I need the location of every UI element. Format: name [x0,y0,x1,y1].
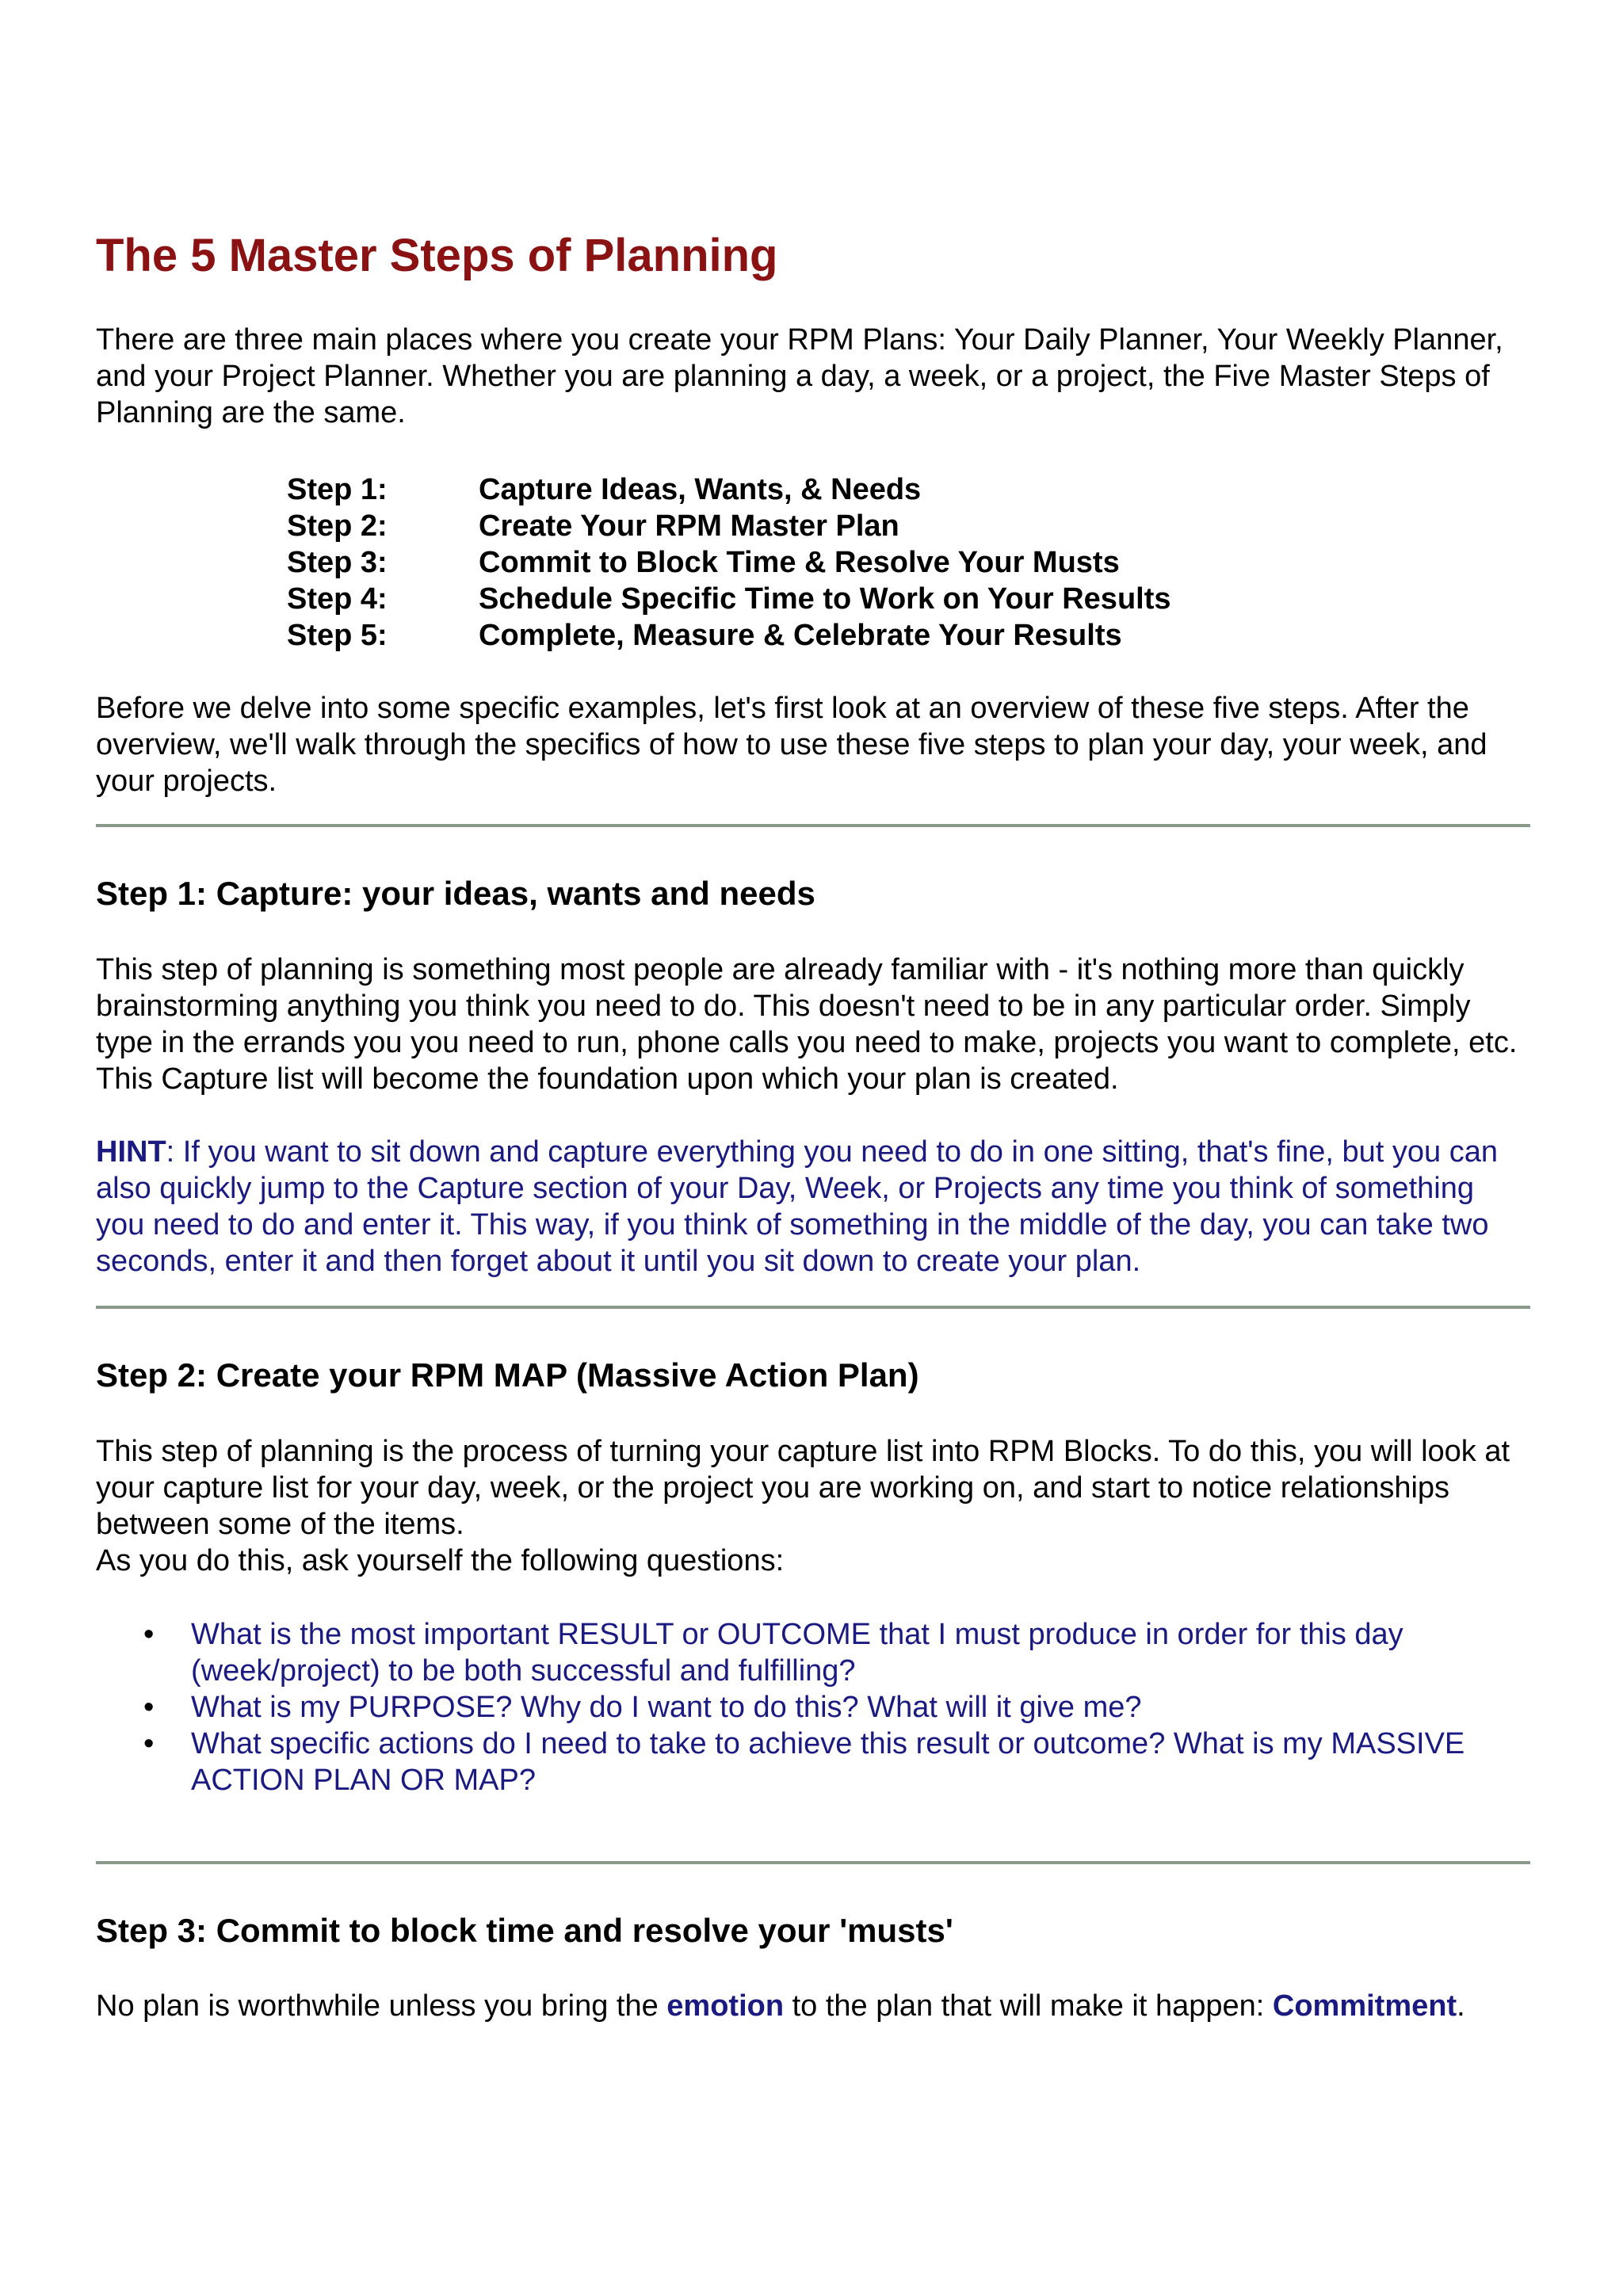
step-number: Step 3: [287,546,388,579]
section-divider [96,1861,1530,1864]
hint-paragraph [96,1134,1530,1280]
step1-heading: Step 1: Capture: your ideas, wants and needs [96,875,815,912]
step-label: Capture Ideas, Wants, & Needs [479,473,922,506]
section-divider [96,1306,1530,1309]
bullet-icon: • [143,1727,155,1760]
hint-label: HINT [96,1135,166,1169]
question-text: What is the most important RESULT or OUTCOME that I must produce in order for this day (week/project) to be both successful and fulfilling? [191,1618,1403,1688]
step-row [287,471,1171,508]
step3-text: to the plan that will make it happen: [784,1989,1273,2023]
bullet-icon: • [143,1618,155,1651]
commitment-emphasis: Commitment [1272,1989,1457,2023]
step-row [287,508,1171,544]
bullet-icon: • [143,1691,155,1724]
step-label: Commit to Block Time & Resolve Your Musts [479,546,1120,579]
step-label: Complete, Measure & Celebrate Your Results [479,619,1122,652]
step-label: Schedule Specific Time to Work on Your Results [479,582,1171,616]
step-number: Step 1: [287,473,388,506]
step-number: Step 4: [287,582,388,616]
list-item [96,1726,1530,1798]
step2-body: This step of planning is the process of turning your capture list into RPM Blocks. To do this, you will look at your capture list for your day, week, or the project you are working on, and start to notice relationships between some of the items. [96,1435,1510,1541]
hint-text: : If you want to sit down and capture everything you need to do in one sitting, that's fine, but you can also quickly jump to the Capture section of your Day, Week, or Projects any time you think of something you need to do and enter it. This way, if you think of something in the middle of the day, you can take two seconds, enter it and then forget about it until you sit down to create your plan. [96,1135,1498,1278]
steps-list [287,471,1171,654]
question-text: What is my PURPOSE? Why do I want to do this? What will it give me? [191,1691,1142,1724]
overview-paragraph: Before we delve into some specific examples, let's first look at an overview of these five steps. After the overview, we'll walk through the specifics of how to use these five steps to plan your day, your week, and your projects. [96,692,1487,798]
step-row [287,581,1171,617]
list-item [96,1689,1530,1726]
section-divider [96,824,1530,827]
list-item [96,1616,1530,1689]
step-number: Step 5: [287,619,388,652]
page-title: The 5 Master Steps of Planning [96,230,778,281]
intro-paragraph: There are three main places where you create your RPM Plans: Your Daily Planner, Your Weekly Planner, and your Project Planner. Whether you are planning a day, a week, or a project, the Five Master Steps of Planning are the same. [96,323,1503,429]
question-text: What specific actions do I need to take to achieve this result or outcome? What is my MASSIVE ACTION PLAN OR MAP? [191,1727,1465,1797]
step1-body: This step of planning is something most people are already familiar with - it's nothing more than quickly brainstorming anything you think you need to do. This doesn't need to be in any particular order. Simply type in the errands you you need to run, phone calls you need to make, projects you want to complete, etc. This Capture list will become the foundation upon which your plan is created. [96,953,1518,1096]
step3-heading: Step 3: Commit to block time and resolve your 'musts' [96,1912,953,1949]
step-number: Step 2: [287,509,388,543]
step3-text: . [1457,1989,1465,2023]
step-row [287,544,1171,581]
step2-body-2: As you do this, ask yourself the following questions: [96,1544,785,1577]
questions-list [96,1616,1530,1798]
step2-heading: Step 2: Create your RPM MAP (Massive Action Plan) [96,1356,919,1394]
step-label: Create Your RPM Master Plan [479,509,899,543]
emotion-emphasis: emotion [666,1989,785,2023]
step3-text: No plan is worthwhile unless you bring the [96,1989,667,2023]
step-row [287,617,1171,654]
step3-body [96,1988,1530,2024]
